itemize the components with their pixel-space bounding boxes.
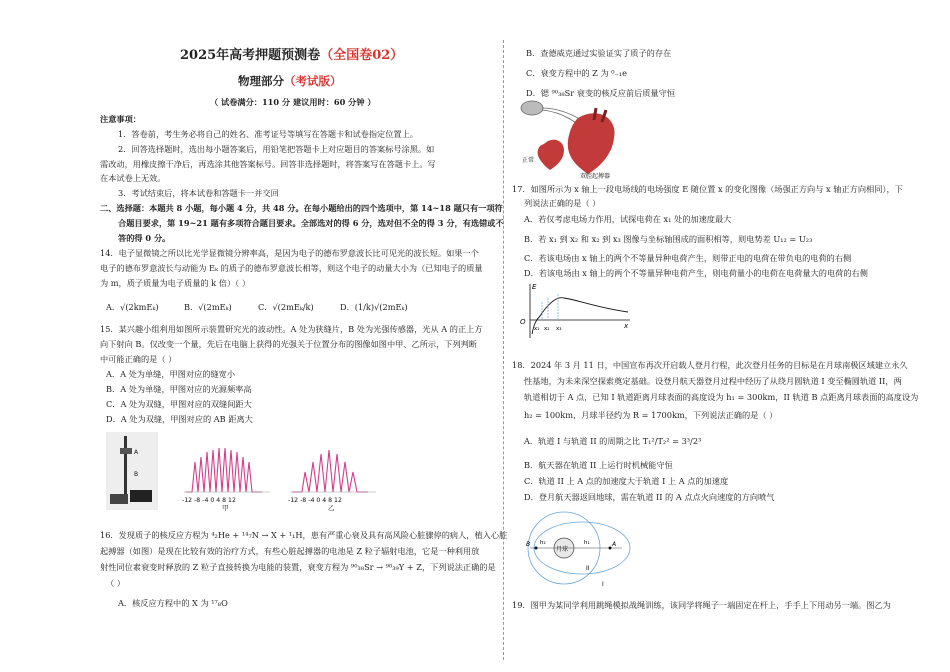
svg-text:x₁: x₁ xyxy=(534,326,540,332)
svg-text:正常: 正常 xyxy=(522,157,535,164)
notes-heading: 注意事项： xyxy=(100,114,141,124)
q18-option-a: A．轨道 I 与轨道 II 的周期之比 T₁²/T₂² = 3³/2³ xyxy=(524,436,702,446)
q17-line1: 17．如图所示为 x 轴上一段电场线的电场强度 E 随位置 x 的变化图像（场强正方向与 x 轴正方向相同），下 xyxy=(512,184,903,194)
svg-text:x: x xyxy=(624,322,629,330)
q18-option-c: C．轨道 II 上 A 点的加速度大于轨道 I 上 A 点的加速度 xyxy=(524,476,729,486)
intensity-graph-jia xyxy=(182,432,274,512)
q14-line2: 电子的德布罗意波长与动能为 Eₖ 的质子的德布罗意波长相等，则这个电子的动量大小为（已知电子的质量 xyxy=(100,263,483,273)
svg-text:乙: 乙 xyxy=(328,504,335,512)
pacemaker-figure xyxy=(518,96,638,180)
q18-line1: 18．2024 年 3 月 11 日，中国宣布再次开启载人登月行程，此次登月任务的目标是在月球南极区域建立永久 xyxy=(512,360,908,370)
q16-option-b: B．查德威克通过实验证实了质子的存在 xyxy=(526,48,672,58)
svg-text:E: E xyxy=(532,283,537,291)
intensity-graph-yi xyxy=(288,432,380,512)
column-divider xyxy=(503,40,504,660)
q14-option-a: A．√(2kmEₖ) xyxy=(106,302,159,312)
q14-option-d: D．(1/k)√(2mEₖ) xyxy=(340,302,408,312)
svg-text:h₁: h₁ xyxy=(584,540,590,546)
svg-text:甲: 甲 xyxy=(222,504,229,512)
svg-text:-12 -8 -4 0 4 8 12: -12 -8 -4 0 4 8 12 xyxy=(288,497,342,504)
q17-option-b: B．若 x₁ 到 x₂ 和 x₂ 到 x₃ 图像与坐标轴围成的面积相等，则电势差 U₁₂ = U₂₃ xyxy=(524,234,813,244)
exam-title: 2025年高考押题预测卷（全国卷02） xyxy=(180,48,404,63)
q18-option-b: B．航天器在轨道 II 上运行时机械能守恒 xyxy=(524,460,673,470)
note-3: 3．考试结束后，将本试卷和答题卡一并交回 xyxy=(118,188,279,198)
svg-text:x₂: x₂ xyxy=(544,326,550,332)
svg-text:I: I xyxy=(602,581,604,588)
note-1: 1．答卷前，考生务必将自己的姓名、准考证号等填写在答题卡和试卷指定位置上。 xyxy=(118,129,418,139)
svg-text:B: B xyxy=(526,541,531,548)
svg-text:h₂: h₂ xyxy=(540,540,546,546)
q15-option-b: B．A 处为单缝，甲图对应的光源频率高 xyxy=(106,384,252,394)
q16-option-d: D．锶 ⁹⁰₃₈Sr 衰变的核反应前后质量守恒 xyxy=(526,88,676,98)
svg-text:B: B xyxy=(134,471,139,478)
section-2-a: 二、选择题：本题共 8 小题，每小题 4 分，共 48 分。在每小题给出的四个选项中，第 14~18 题只有一项符 xyxy=(100,203,503,213)
q14-line1: 14．电子显微镜之所以比光学显微镜分辨率高，是因为电子的德布罗意波长比可见光的波长短。如果一个 xyxy=(100,248,479,258)
q14-option-b: B．√(2mEₖ) xyxy=(184,302,232,312)
q16-line3: 射性同位素衰变时释放的 Z 粒子直接转换为电能的装置，衰变方程为 ⁹⁰₃₈Sr → ⁹⁰₃₉Y + Z，下列说法正确的是 xyxy=(100,562,496,572)
q15-line3: 中可能正确的是（ ） xyxy=(100,354,177,364)
section-2-c: 答的得 0 分。 xyxy=(118,233,171,243)
q16-option-c: C．衰变方程中的 Z 为 ⁰₋₁e xyxy=(526,68,627,78)
q15-line2: 向下射向 B。仅改变一个量，先后在电脑上获得的光强关于位置分布的图像如图中甲、乙所示，下列判断 xyxy=(100,339,478,349)
yi-curve xyxy=(292,450,368,492)
svg-text:-12 -8 -4 0 4 8 12: -12 -8 -4 0 4 8 12 xyxy=(182,497,236,504)
svg-text:A: A xyxy=(134,449,139,456)
note-2c: 在本试卷上无效。 xyxy=(100,173,166,183)
q18-line2: 性基地，为未来深空探索奠定基础。设登月航天器登月过程中经历了从绕月圆轨道 I 变至椭圆轨道 II，两 xyxy=(524,376,902,386)
exam-subtitle: 物理部分（考试版） xyxy=(238,74,342,88)
q16-option-a: A．核反应方程中的 X 为 ¹⁷₈O xyxy=(118,598,228,608)
slit-apparatus-image xyxy=(106,432,158,510)
q18-line4: h₂ = 100km，月球半径约为 R = 1700km，下列说法正确的是（ ） xyxy=(524,410,778,420)
q17-option-d: D．若该电场由 x 轴上的两个不等量异种电荷产生，则电荷量小的电荷在电荷量大的电荷的右侧 xyxy=(524,268,868,278)
e-field-graph xyxy=(518,280,634,340)
svg-text:双腔起搏器: 双腔起搏器 xyxy=(580,173,611,180)
q15-option-d: D．A 处为双缝，甲图对应的 AB 距离大 xyxy=(106,414,253,424)
svg-text:II: II xyxy=(586,565,590,572)
svg-text:O: O xyxy=(520,318,526,326)
q14-line3: 为 m，质子质量为电子质量的 k 倍）（ ） xyxy=(100,278,251,288)
q17-option-c: C．若该电场由 x 轴上的两个不等量异种电荷产生，则带正电的电荷在带负电的电荷的右侧 xyxy=(524,253,852,263)
orbit-diagram xyxy=(522,508,632,590)
exam-meta: （ 试卷满分：110 分 建议用时：60 分钟 ） xyxy=(210,97,376,107)
svg-text:月球: 月球 xyxy=(556,546,569,553)
q19-line1: 19．图甲为某同学利用跳绳模拟战绳训练，该同学将绳子一端固定在杆上，手手上下用动另一端。图乙为 xyxy=(512,600,891,610)
jia-curve xyxy=(186,448,262,492)
q18-line3: 轨道相切于 A 点，已知 I 轨道距离月球表面的高度设为 h₁ = 300km，II 轨道 B 点距离月球表面的高度设为 xyxy=(524,392,919,402)
q15-line1: 15．某兴趣小组利用如图所示装置研究光的波动性。A 处为狭缝片，B 处为光强传感器，光从 A 的正上方 xyxy=(100,324,483,334)
svg-text:x₃: x₃ xyxy=(556,326,562,332)
q16-line4: （ ） xyxy=(106,578,125,588)
q17-line2: 列说法正确的是（ ） xyxy=(524,198,601,208)
q17-option-a: A．若仅考虑电场力作用，试探电荷在 x₁ 处的加速度最大 xyxy=(524,214,732,224)
section-2-b: 合题目要求，第 19~21 题有多项符合题目要求。全部选对的得 6 分，选对但不全的得 3 分，有选错或不 xyxy=(118,218,504,228)
q15-option-a: A．A 处为单缝，甲图对应的缝宽小 xyxy=(106,369,236,379)
note-2b: 需改动，用橡皮擦干净后，再选涂其他答案标号。回答非选择题时，将答案写在答题卡上。写 xyxy=(100,159,436,169)
q18-option-d: D．登月航天器返回地球，需在轨道 II 的 A 点点火向速度的方向喷气 xyxy=(524,492,775,502)
svg-text:A: A xyxy=(612,541,617,548)
q14-option-c: C．√(2mEₖ/k) xyxy=(258,302,314,312)
note-2a: 2．回答选择题时，选出每小题答案后，用铅笔把答题卡上对应题目的答案标号涂黑。如 xyxy=(118,144,435,154)
q16-line1: 16．发现质子的核反应方程为 ⁴₂He + ¹⁴₇N → X + ¹₁H，患有严重心衰及具有高风险心脏骤停的病人，植入心脏 xyxy=(100,530,508,540)
q16-line2: 起搏器（如图）是现在比较有效的治疗方式，有些心脏起搏器的电池是 Z 粒子辐射电池，它是一种利用放 xyxy=(100,546,480,556)
q15-option-c: C．A 处为双缝，甲图对应的双缝间距大 xyxy=(106,399,252,409)
